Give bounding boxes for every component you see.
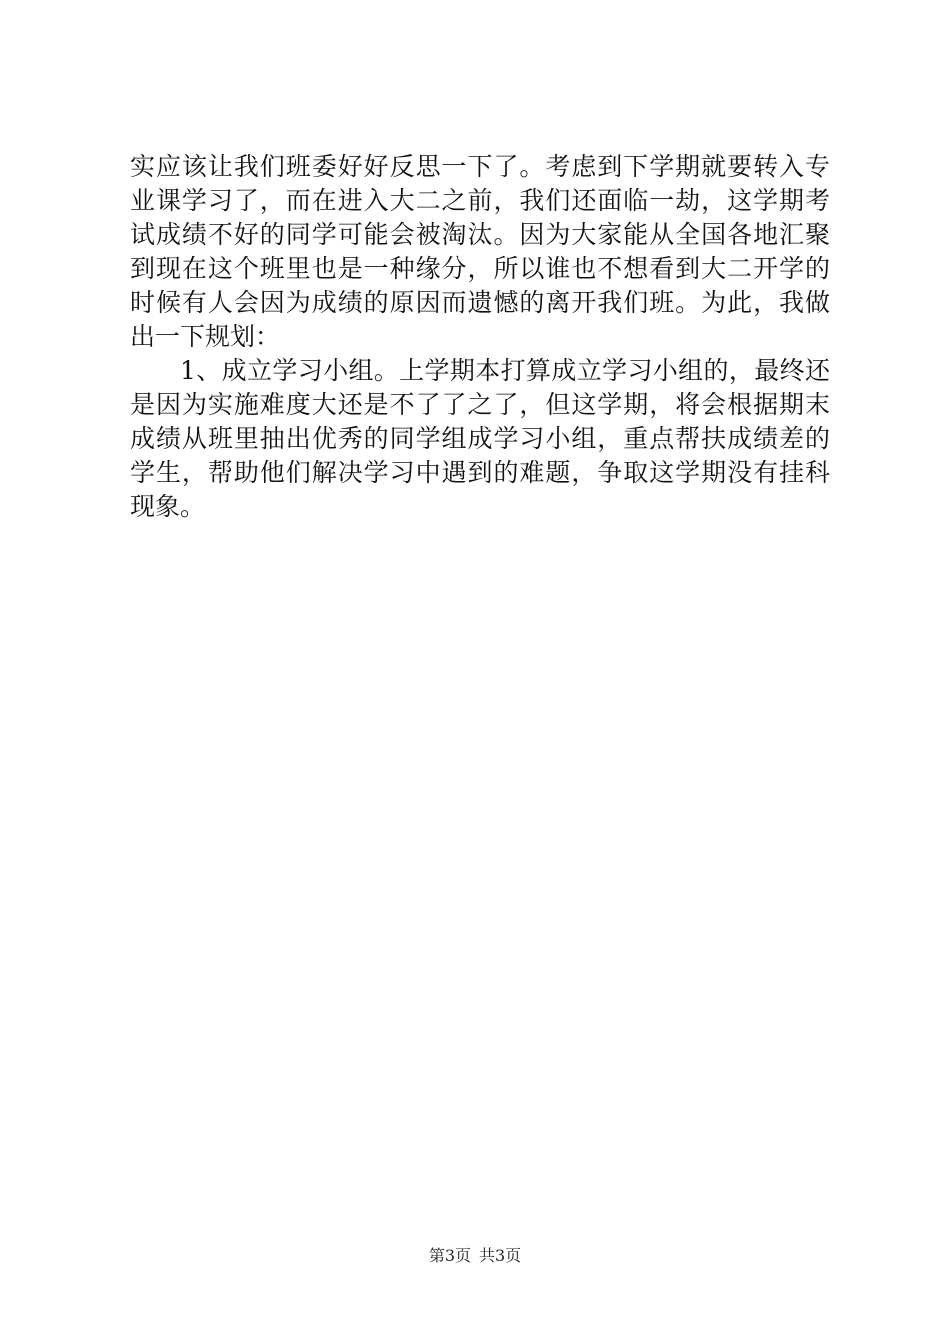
text-line: 成绩从班里抽出优秀的同学组成学习小组，重点帮扶成绩差的 [130,424,830,453]
text-line: 业课学习了，而在进入大二之前，我们还面临一劫，这学期考 [130,186,830,215]
page-number: 第3页 [428,1246,471,1265]
text-line: 试成绩不好的同学可能会被淘汰。因为大家能从全国各地汇聚 [130,220,830,249]
body-text [130,150,830,524]
text-line: 到现在这个班里也是一种缘分，所以谁也不想看到大二开学的 [130,254,830,283]
paragraph-2 [130,354,830,524]
text-line: 学生，帮助他们解决学习中遇到的难题，争取这学期没有挂科 [130,458,830,487]
text-line: 时候有人会因为成绩的原因而遗憾的离开我们班。为此，我做 [130,288,830,317]
text-line: 实应该让我们班委好好反思一下了。考虑到下学期就要转入专 [130,152,830,181]
text-line: 现象。 [130,492,206,521]
paragraph-1 [130,150,830,354]
page-total: 共3页 [479,1246,522,1265]
text-line: 1、成立学习小组。上学期本打算成立学习小组的，最终还 [180,356,830,385]
text-line: 出一下规划： [130,322,281,351]
page-footer [0,1243,950,1266]
text-line: 是因为实施难度大还是不了了之了，但这学期，将会根据期末 [130,390,830,419]
